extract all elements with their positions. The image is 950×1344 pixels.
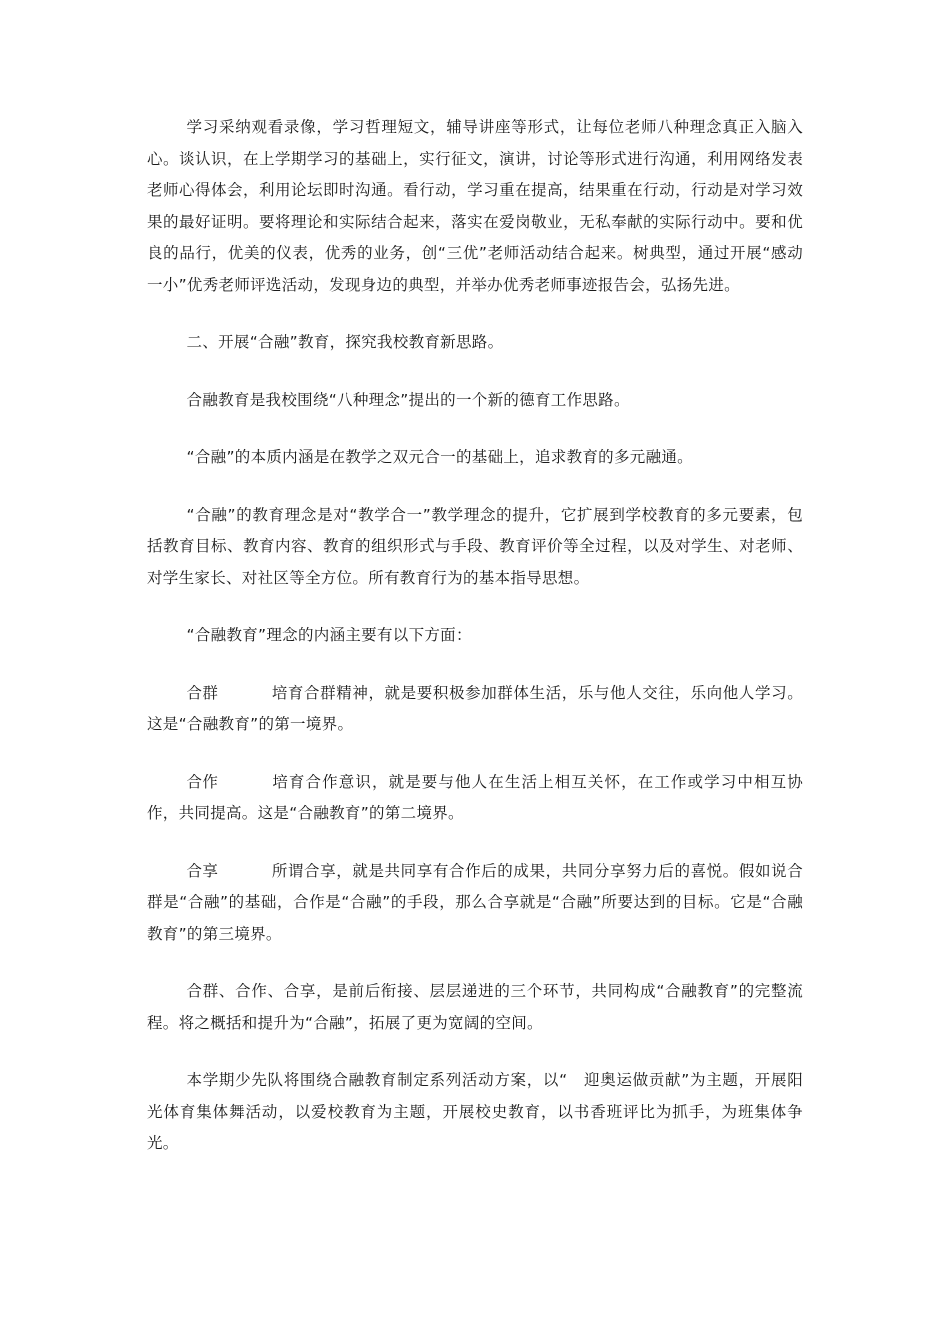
term-text: 培育合群精神，就是要积极参加群体生活，乐与他人交往，乐向他人学习。这是“合融教育”的第一境界。 bbox=[147, 683, 803, 733]
term-label: 合作 bbox=[186, 772, 219, 791]
paragraph-hero-aspects: “合融教育”理念的内涵主要有以下方面： bbox=[186, 626, 472, 644]
term-paragraph-hezuo bbox=[147, 767, 803, 830]
term-label: 合享 bbox=[186, 861, 219, 880]
term-paragraph-hexiang bbox=[147, 856, 803, 951]
paragraph-hero-concept: “合融”的教育理念是对“教学合一”教学理念的提升，它扩展到学校教育的多元要素，包括教育目标、教育内容、教育的组织形式与手段、教育评价等全过程，以及对学生、对老师、对学生家长、对社区等全方位。所有教育行为的基本指导思想。 bbox=[147, 505, 803, 587]
term-paragraph-hequn bbox=[147, 678, 803, 741]
term-text: 所谓合享，就是共同享有合作后的成果，共同分享努力后的喜悦。假如说合群是“合融”的基础，合作是“合融”的手段，那么合享就是“合融”所要达到的目标。它是“合融教育”的第三境界。 bbox=[147, 861, 803, 943]
term-label: 合群 bbox=[186, 683, 219, 702]
paragraph-summary: 合群、合作、合享，是前后衔接、层层递进的三个环节，共同构成“合融教育”的完整流程。将之概括和提升为“合融”，拓展了更为宽阔的空间。 bbox=[147, 982, 803, 1032]
paragraph-semester-plan: 本学期少先队将围绕合融教育制定系列活动方案，以“ 迎奥运做贡献”为主题，开展阳光体育集体舞活动，以爱校教育为主题，开展校史教育，以书香班评比为抓手，为班集体争光。 bbox=[147, 1071, 803, 1152]
paragraph-study-methods: 学习采纳观看录像，学习哲理短文，辅导讲座等形式，让每位老师八种理念真正入脑入心。谈认识，在上学期学习的基础上，实行征文，演讲，讨论等形式进行沟通，利用网络发表老师心得体会，利用论坛即时沟通。看行动，学习重在提高，结果重在行动，行动是对学习效果的最好证明。要将理论和实际结合起来，落实在爱岗敬业，无私奉献的实际行动中。要和优良的品行，优美的仪表，优秀的业务，创“三优”老师活动结合起来。树典型，通过开展“感动一小”优秀老师评选活动，发现身边的典型，并举办优秀老师事迹报告会，弘扬先进。 bbox=[147, 118, 803, 294]
term-text: 培育合作意识，就是要与他人在生活上相互关怀，在工作或学习中相互协作，共同提高。这是“合融教育”的第二境界。 bbox=[147, 772, 803, 822]
paragraph-hero-essence: “合融”的本质内涵是在教学之双元合一的基础上，追求教育的多元融通。 bbox=[186, 448, 693, 466]
document-body bbox=[147, 112, 803, 1186]
paragraph-hero-intro: 合融教育是我校围绕“八种理念”提出的一个新的德育工作思路。 bbox=[186, 390, 630, 409]
section-heading-2: 二、开展“合融”教育，探究我校教育新思路。 bbox=[186, 333, 504, 351]
